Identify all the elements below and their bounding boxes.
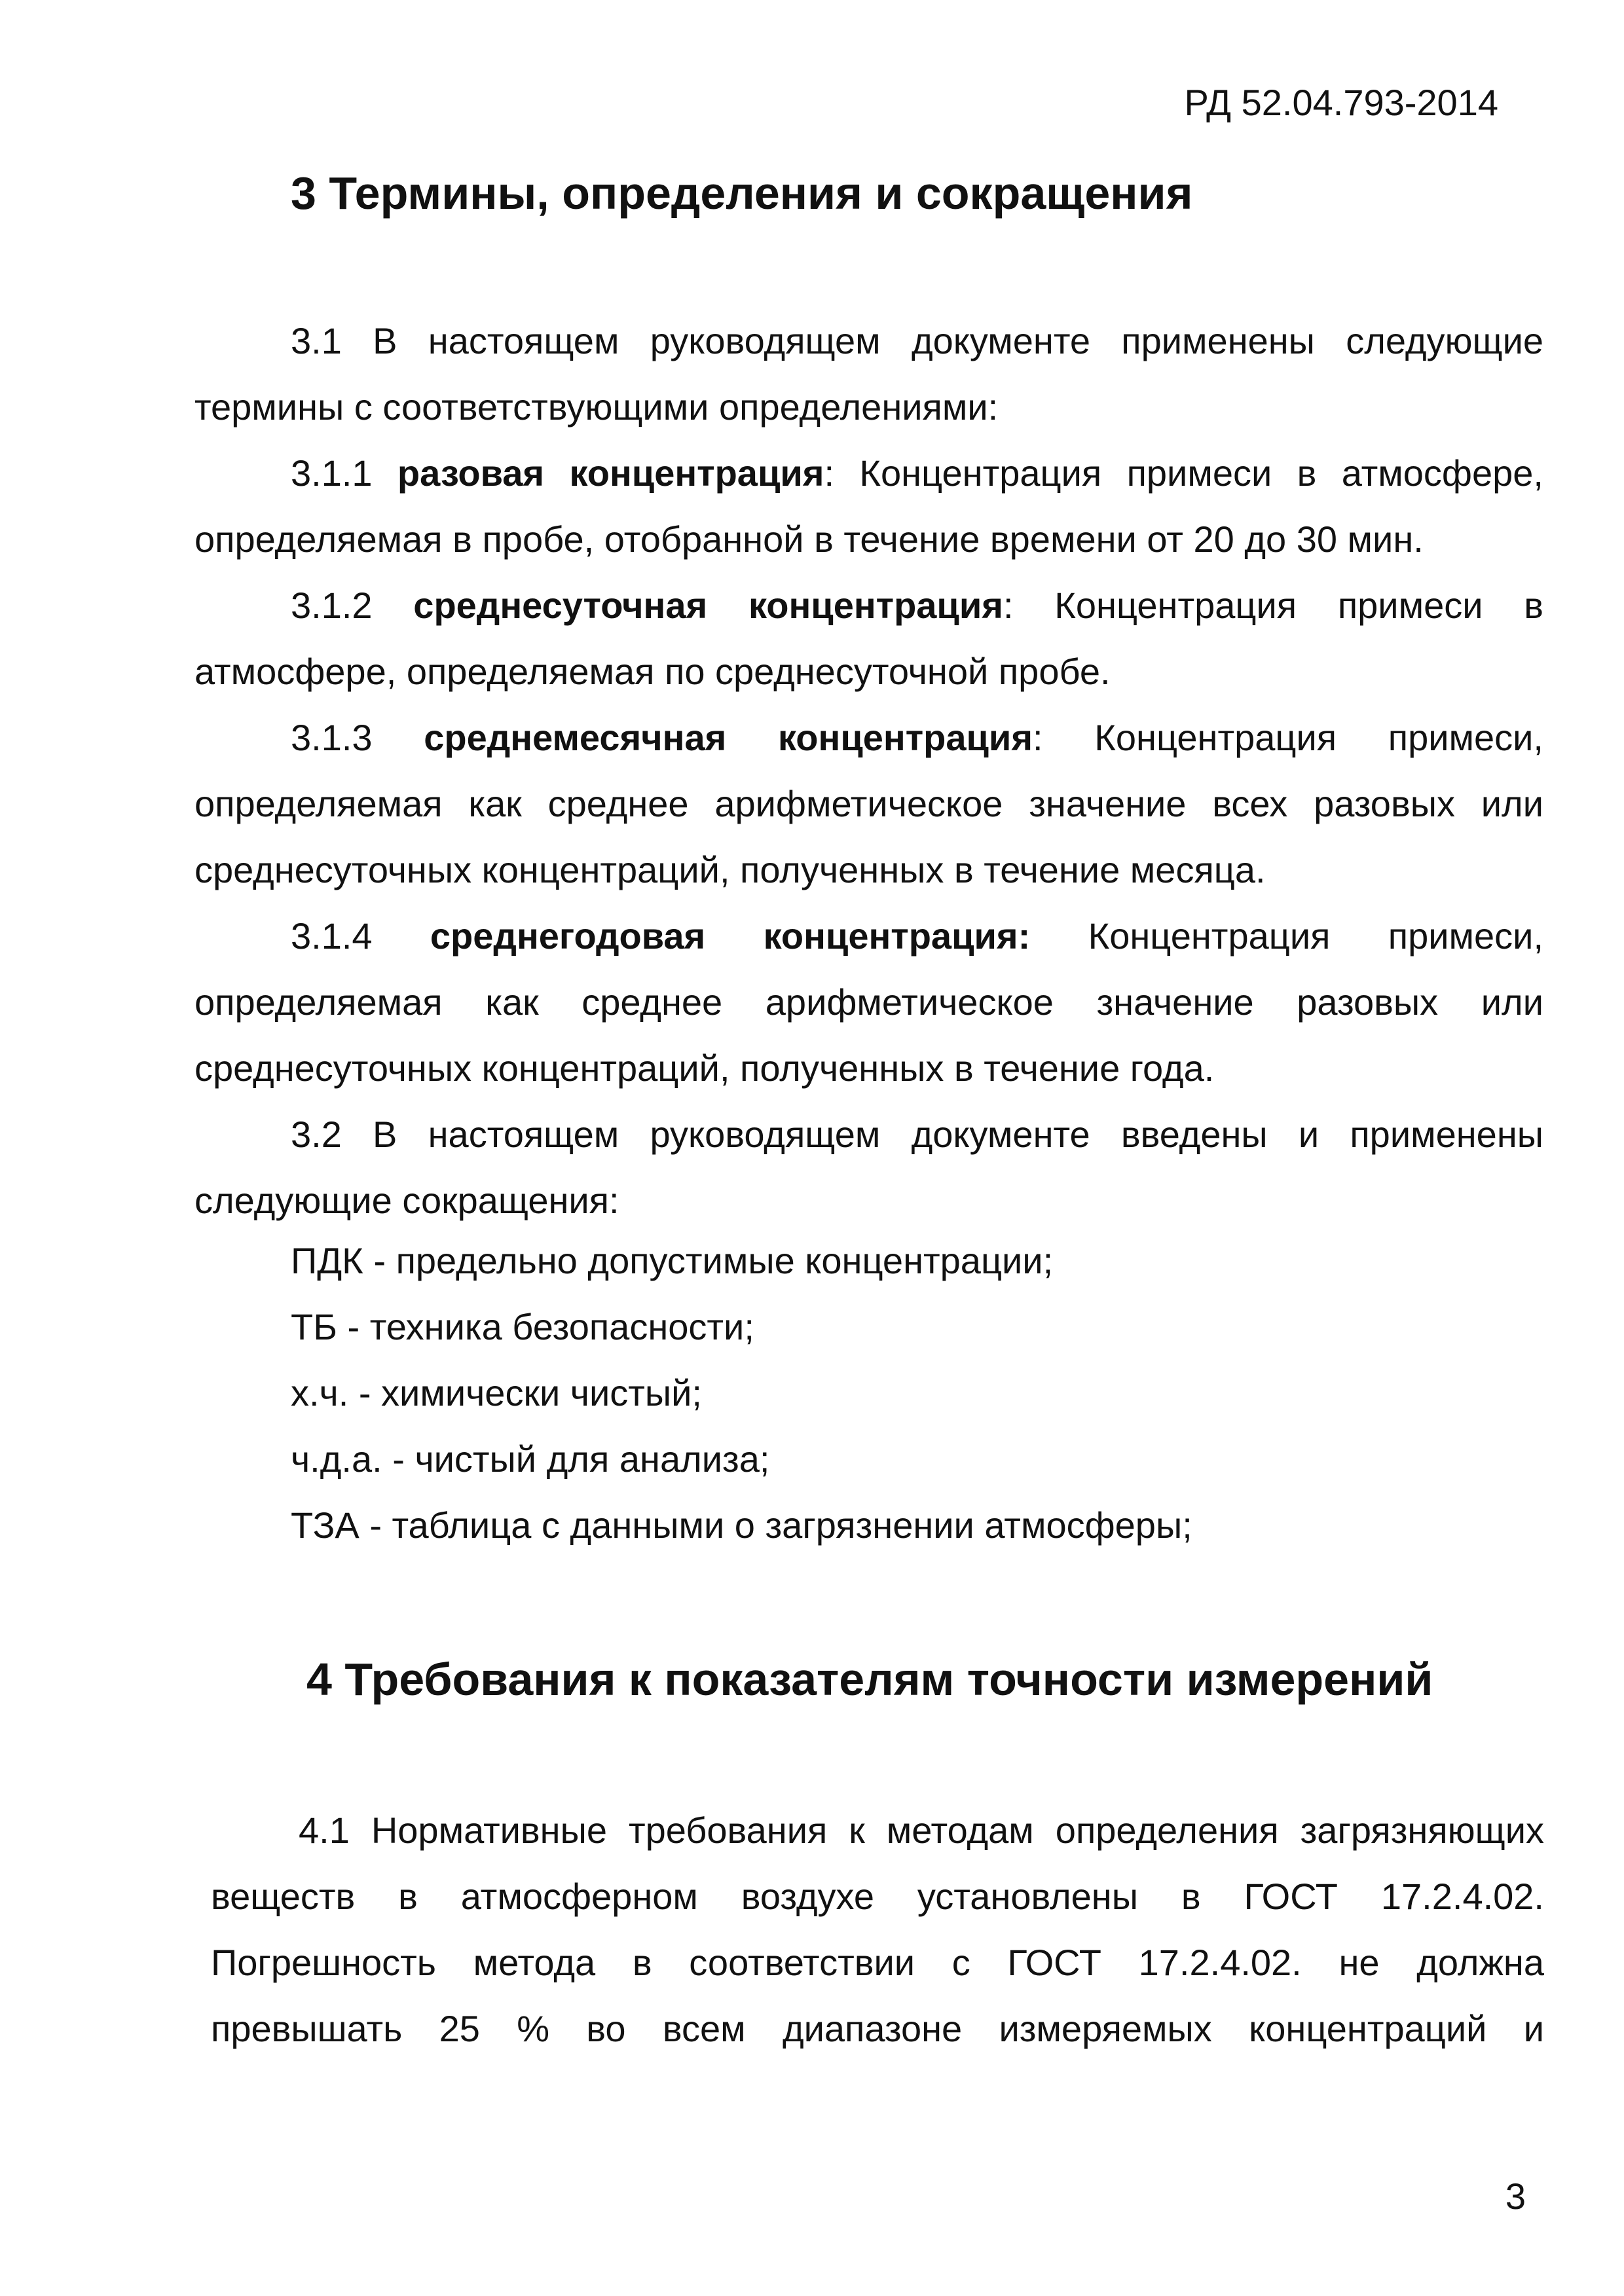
section-4-heading: 4 Требования к показателям точности измерений <box>306 1654 1433 1705</box>
term-number: 3.1.2 <box>291 585 414 626</box>
paragraph-4-1-line: превышать 25 % во всем диапазоне измеряемых концентраций и <box>211 2008 1544 2049</box>
paragraph-4-1-line: Погрешность метода в соответствии с ГОСТ 17.2.4.02. не должна <box>211 1942 1544 1983</box>
term-name: разовая концентрация <box>397 452 824 494</box>
term-3-1-2 <box>194 572 1543 704</box>
paragraph-4-1-line: веществ в атмосферном воздухе установлены в ГОСТ 17.2.4.02. <box>211 1876 1544 1917</box>
term-name: среднесуточная концентрация <box>413 585 1003 626</box>
abbreviation-item: х.ч. - химически чистый; <box>291 1372 702 1413</box>
term-definition: : Концентрация примеси в атмосфере, определяемая по среднесуточной пробе. <box>194 585 1544 692</box>
term-name: среднегодовая концентрация: <box>430 915 1031 957</box>
abbreviation-item: ТБ - техника безопасности; <box>291 1306 754 1347</box>
document-code: РД 52.04.793-2014 <box>1184 82 1498 123</box>
paragraph-4-1-line: 4.1 Нормативные требования к методам определения загрязняющих <box>299 1810 1544 1851</box>
section-3-body <box>194 308 1543 1233</box>
abbreviation-item: ТЗА - таблица с данными о загрязнении атмосферы; <box>291 1504 1192 1546</box>
page-number: 3 <box>1505 2176 1526 2217</box>
term-number: 3.1.1 <box>291 452 397 494</box>
abbreviation-item: ч.д.а. - чистый для анализа; <box>291 1438 770 1480</box>
term-number: 3.1.4 <box>291 915 430 957</box>
term-3-1-4 <box>194 903 1543 1101</box>
abbreviation-list <box>291 1228 1192 1558</box>
abbreviation-item: ПДК - предельно допустимые концентрации; <box>291 1240 1054 1281</box>
term-definition: Концентрация примеси, определяемая как среднее арифметическое значение разовых или среднесуточных концентраций, полученных в течение года. <box>194 915 1543 1089</box>
term-3-1-1 <box>194 440 1543 572</box>
paragraph-3-2: 3.2 В настоящем руководящем документе введены и применены следующие сокращения: <box>194 1114 1543 1221</box>
term-3-1-3 <box>194 704 1543 903</box>
term-name: среднемесячная концентрация <box>424 717 1033 758</box>
section-3-heading: 3 Термины, определения и сокращения <box>291 168 1193 219</box>
paragraph-4-1 <box>211 1797 1544 2062</box>
term-number: 3.1.3 <box>291 717 424 758</box>
term-definition: : Концентрация примеси, определяемая как среднее арифметическое значение всех разовых или среднесуточных концентраций, полученных в течение месяца. <box>194 717 1543 890</box>
paragraph-3-1: 3.1 В настоящем руководящем документе применены следующие термины с соответствующими определениями: <box>194 320 1543 428</box>
term-definition: : Концентрация примеси в атмосфере, определяемая в пробе, отобранной в течение времени от 20 до 30 мин. <box>194 452 1543 560</box>
